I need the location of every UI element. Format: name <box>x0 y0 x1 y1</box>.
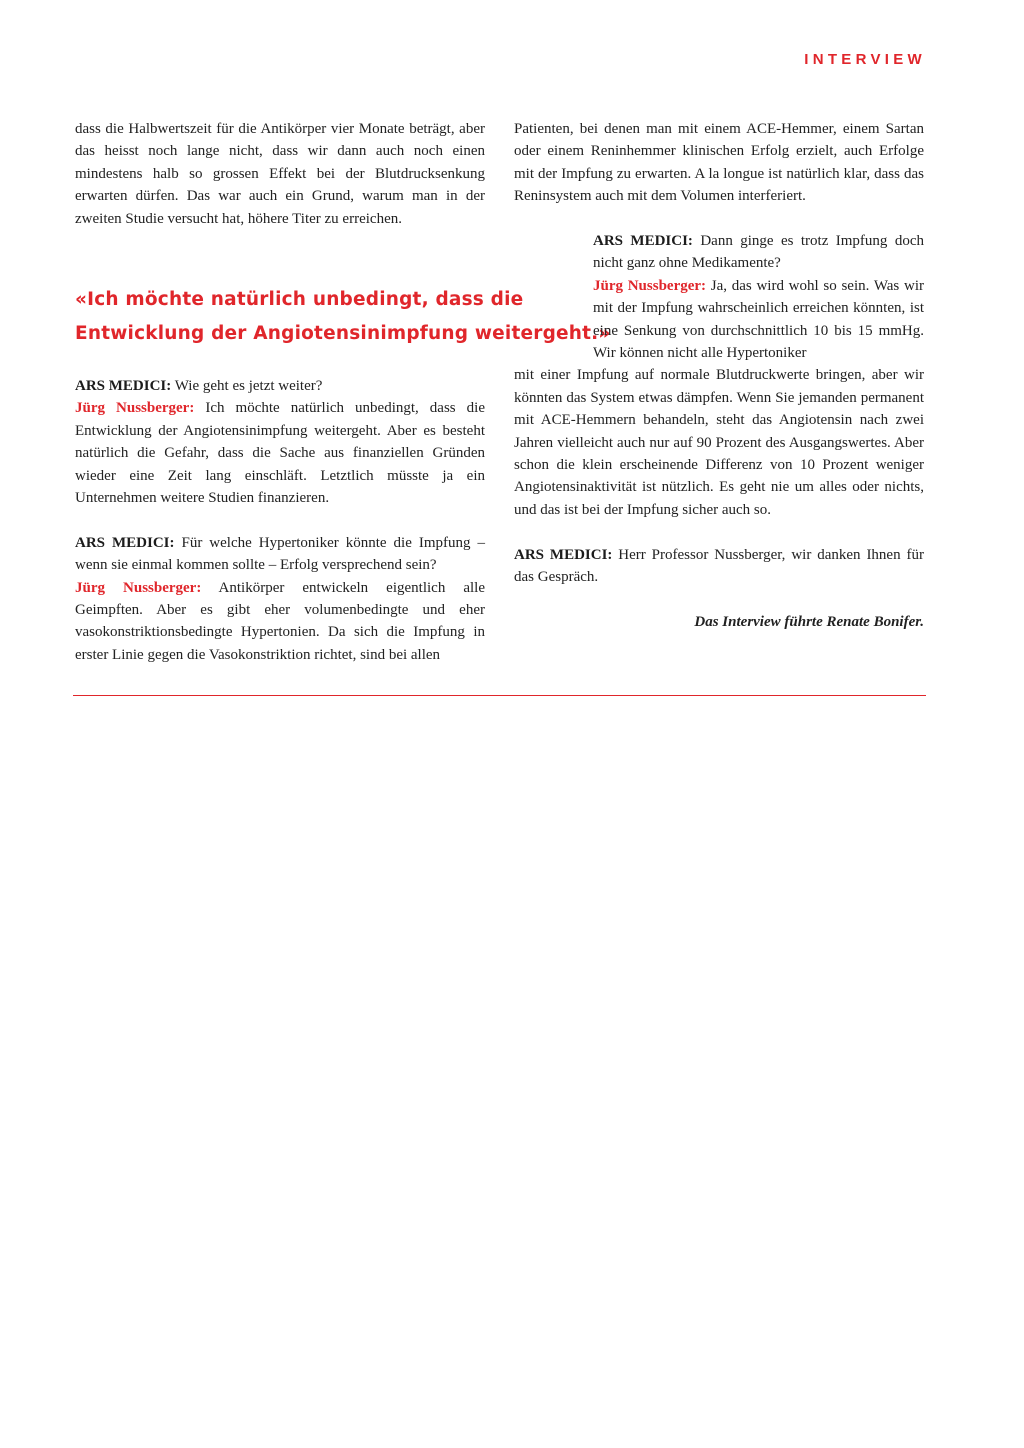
question-text: Herr Professor Nussberger, wir danken Ihnen für das Gespräch. <box>514 546 924 586</box>
interview-credit: Das Interview führte Renate Bonifer. <box>694 613 924 630</box>
intro-paragraph: dass die Halbwertszeit für die Antikörper vier Monate beträgt, aber das heisst noch lange nicht, dass wir dann auch noch einen mindestens halb so grossen Effekt bei der Blutdrucksenkung erwarten dürfen. Das war auch ein Grund, warum man in der zweiten Studie versucht hat, höhere Titer zu erreichen. <box>75 121 485 227</box>
question-paragraph <box>514 544 924 589</box>
answer-text: Ja, das wird wohl so sein. Was wir mit der Impfung wahrscheinlich erreichen könnten, ist eine Senkung von durchschnittlich 10 bis 15 mmHg. Wir können nicht alle Hypertoniker <box>593 277 924 362</box>
answer-paragraph <box>75 577 485 667</box>
section-label: INTERVIEW <box>804 51 926 68</box>
question-paragraph <box>75 375 485 397</box>
question-text: Dann ginge es trotz Impfung doch nicht ganz ohne Medikamente? <box>593 233 924 272</box>
right-column <box>514 118 924 633</box>
question-text: Wie geht es jetzt weiter? <box>171 378 323 395</box>
closing-rule <box>73 695 926 696</box>
answer-continuation: mit einer Impfung auf normale Blutdruckwerte bringen, aber wir könnten das System etwas dämpfen. Wenn Sie jemanden permanent mit ACE-Hemmern behandeln, steht das Angiotensin nach zwei Jahren vielleicht auch nur auf 90 Prozent des Ausgangswertes. Aber schon die klein erscheinende Differenz von 10 Prozent weniger Angiotensinaktivität ist nützlich. Es geht nie um alles oder nichts, und das ist bei der Impfung sicher auch so. <box>514 367 924 518</box>
answer-paragraph <box>75 397 485 509</box>
interviewer-label: ARS MEDICI: <box>75 378 172 395</box>
question-paragraph <box>75 532 485 577</box>
interviewer-label: ARS MEDICI: <box>514 546 613 563</box>
pull-quote-line: Entwicklung der Angiotensinimpfung weitergeht.» <box>75 323 611 344</box>
interviewee-label: Jürg Nussberger: <box>593 277 707 294</box>
answer-paragraph <box>593 275 924 365</box>
answer-text: Ich möchte natürlich unbedingt, dass die Entwicklung der Angiotensinimpfung weitergeht. Aber es besteht natürlich die Gefahr, dass die Sache aus finanziellen Gründen wieder eine Zeit lang einschläft. Letztlich müsste ja ein Unternehmen weitere Studien finanzieren. <box>75 400 485 507</box>
question-text: Für welche Hypertoniker könnte die Impfung – wenn sie einmal kommen sollte – Erfolg versprechend sein? <box>75 534 485 574</box>
interviewee-label: Jürg Nussberger: <box>75 579 202 596</box>
interviewer-label: ARS MEDICI: <box>75 534 175 551</box>
paragraph-gap <box>514 208 924 230</box>
indented-block <box>514 230 924 364</box>
answer-text: Antikörper entwickeln eigentlich alle Geimpften. Aber es gibt eher volumenbedingte und eher vasokonstriktionsbedingte Hypertonien. Da sich die Impfung in erster Linie gegen die Vasokonstriktion richtet, sind bei allen <box>75 579 485 663</box>
paragraph-gap <box>514 521 924 543</box>
interviewee-label: Jürg Nussberger: <box>75 400 195 417</box>
interviewer-label: ARS MEDICI: <box>593 233 693 250</box>
question-paragraph <box>593 230 924 275</box>
paragraph-gap <box>514 589 924 611</box>
left-column <box>75 118 485 666</box>
pull-quote-line: «Ich möchte natürlich unbedingt, dass die <box>75 289 524 310</box>
continuation-paragraph: Patienten, bei denen man mit einem ACE-Hemmer, einem Sartan oder einem Reninhemmer klinischen Erfolg erzielt, auch Erfolge mit der Impfung zu erwarten. A la longue ist natürlich klar, dass das Reninsystem auch mit dem Volumen interferiert. <box>514 121 924 205</box>
pull-quote-spacer <box>75 230 485 375</box>
paragraph-gap <box>75 509 485 531</box>
